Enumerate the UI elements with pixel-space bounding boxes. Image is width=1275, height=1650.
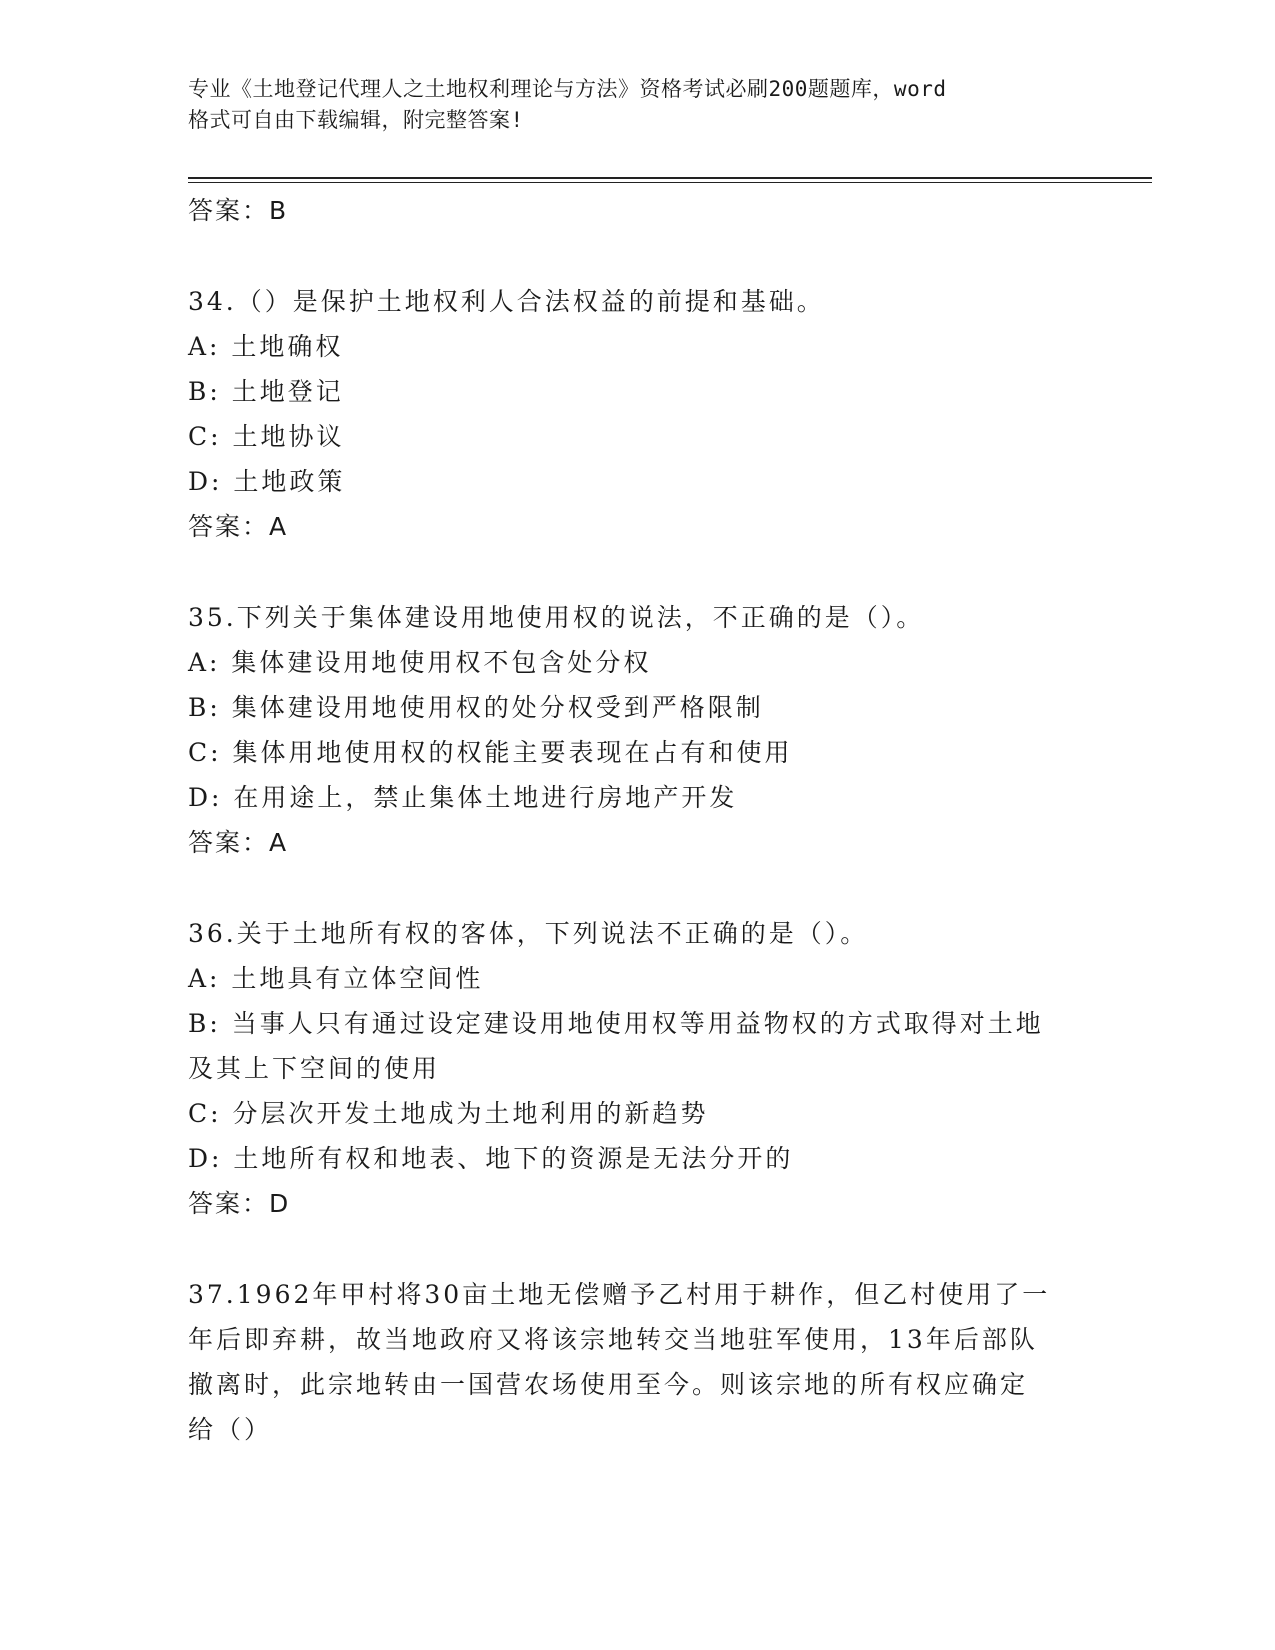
option-line: C: 分层次开发土地成为土地利用的新趋势 — [188, 1099, 709, 1128]
question-stem-continued: 年后即弃耕，故当地政府又将该宗地转交当地驻军使用，13年后部队 — [188, 1325, 1038, 1354]
question-list — [188, 188, 1088, 1452]
question-stem: 34.（）是保护土地权利人合法权益的前提和基础。 — [188, 287, 825, 316]
answer-line: 答案：A — [188, 512, 289, 541]
header-line-1: 专业《土地登记代理人之土地权利理论与方法》资格考试必刷200题题库，word — [188, 77, 947, 101]
answer-line: 答案：D — [188, 1189, 291, 1218]
option-line: C: 土地协议 — [188, 422, 345, 451]
option-line: D: 土地所有权和地表、地下的资源是无法分开的 — [188, 1144, 794, 1173]
question-stem: 37.1962年甲村将30亩土地无偿赠予乙村用于耕作，但乙村使用了一 — [188, 1280, 1051, 1309]
question-stem: 36.关于土地所有权的客体，下列说法不正确的是（）。 — [188, 919, 869, 948]
header-rule-thick — [188, 177, 1152, 179]
option-line: B: 当事人只有通过设定建设用地使用权等用益物权的方式取得对土地 — [188, 1009, 1044, 1038]
header-rule-thin — [188, 182, 1152, 183]
question-stem-continued: 撤离时，此宗地转由一国营农场使用至今。则该宗地的所有权应确定 — [188, 1370, 1029, 1399]
answer-line: 答案：A — [188, 828, 289, 857]
question-stem-continued: 给（） — [188, 1415, 273, 1444]
option-line: A: 土地确权 — [188, 332, 344, 361]
option-line: B: 土地登记 — [188, 377, 344, 406]
option-line: B: 集体建设用地使用权的处分权受到严格限制 — [188, 693, 764, 722]
option-line: D: 在用途上，禁止集体土地进行房地产开发 — [188, 783, 738, 812]
option-line: D: 土地政策 — [188, 467, 346, 496]
option-line: A: 土地具有立体空间性 — [188, 964, 484, 993]
header-line-2: 格式可自由下载编辑，附完整答案! — [188, 108, 524, 132]
question-stem: 35.下列关于集体建设用地使用权的说法，不正确的是（）。 — [188, 603, 925, 632]
answer-line: 答案：B — [188, 196, 289, 225]
option-line: A: 集体建设用地使用权不包含处分权 — [188, 648, 652, 677]
option-line: C: 集体用地使用权的权能主要表现在占有和使用 — [188, 738, 793, 767]
option-line-continued: 及其上下空间的使用 — [188, 1054, 441, 1083]
document-header — [188, 74, 1068, 136]
